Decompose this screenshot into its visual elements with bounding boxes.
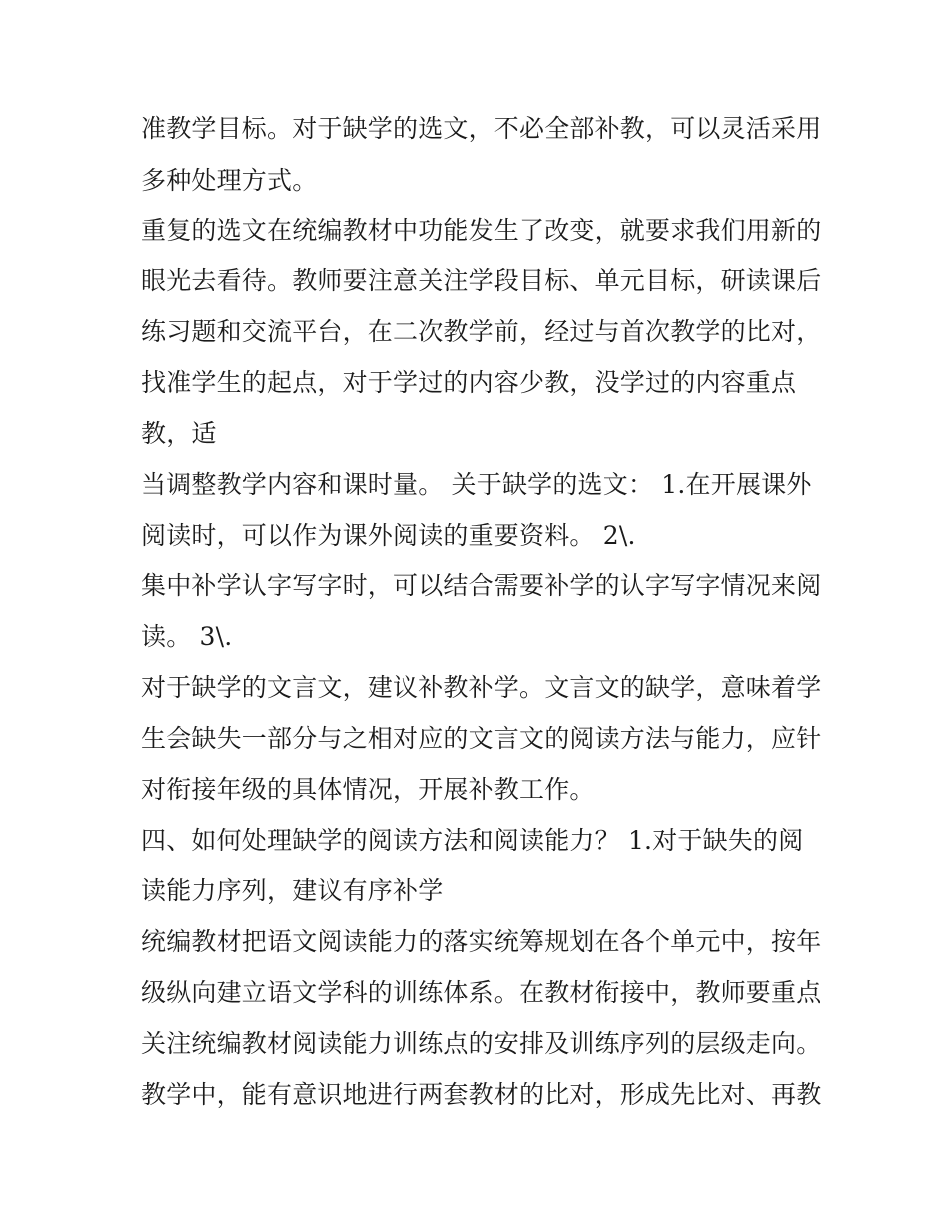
text-line: 教学中，能有意识地进行两套教材的比对，形成先比对、再教: [141, 1080, 822, 1109]
text-line: 练习题和交流平台，在二次教学前，经过与首次教学的比对，: [141, 317, 822, 346]
text-line: 统编教材把语文阅读能力的落实统筹规划在各个单元中，按年: [141, 927, 822, 956]
text-line: 关注统编教材阅读能力训练点的安排及训练序列的层级走向。: [141, 1029, 822, 1058]
text-line: 多种处理方式。: [141, 166, 318, 195]
text-line: 教，适: [141, 419, 217, 448]
text-line: 级纵向建立语文学科的训练体系。在教材衔接中，教师要重点: [141, 978, 822, 1007]
text-line: 当调整教学内容和课时量。 关于缺学的选文： 1.在开展课外: [141, 470, 812, 499]
text-line: 眼光去看待。教师要注意关注学段目标、单元目标，研读课后: [141, 266, 822, 295]
text-line: 读能力序列，建议有序补学: [141, 876, 444, 905]
text-line: 集中补学认字写字时，可以结合需要补学的认字写字情况来阅: [141, 571, 822, 600]
text-line: 重复的选文在统编教材中功能发生了改变，就要求我们用新的: [141, 216, 822, 245]
text-line: 找准学生的起点，对于学过的内容少教，没学过的内容重点: [141, 368, 797, 397]
text-line: 对衔接年级的具体情况，开展补教工作。: [141, 775, 595, 804]
text-line: 阅读时，可以作为课外阅读的重要资料。 2\.: [141, 521, 636, 550]
text-line: 读。 3\.: [141, 622, 233, 651]
text-line: 对于缺学的文言文，建议补教补学。文言文的缺学，意味着学: [141, 673, 822, 702]
text-line: 四、如何处理缺学的阅读方法和阅读能力？ 1.对于缺失的阅: [141, 826, 804, 855]
text-line: 准教学目标。对于缺学的选文，不必全部补教，可以灵活采用: [141, 114, 822, 143]
text-line: 生会缺失一部分与之相对应的文言文的阅读方法与能力，应针: [141, 724, 822, 753]
